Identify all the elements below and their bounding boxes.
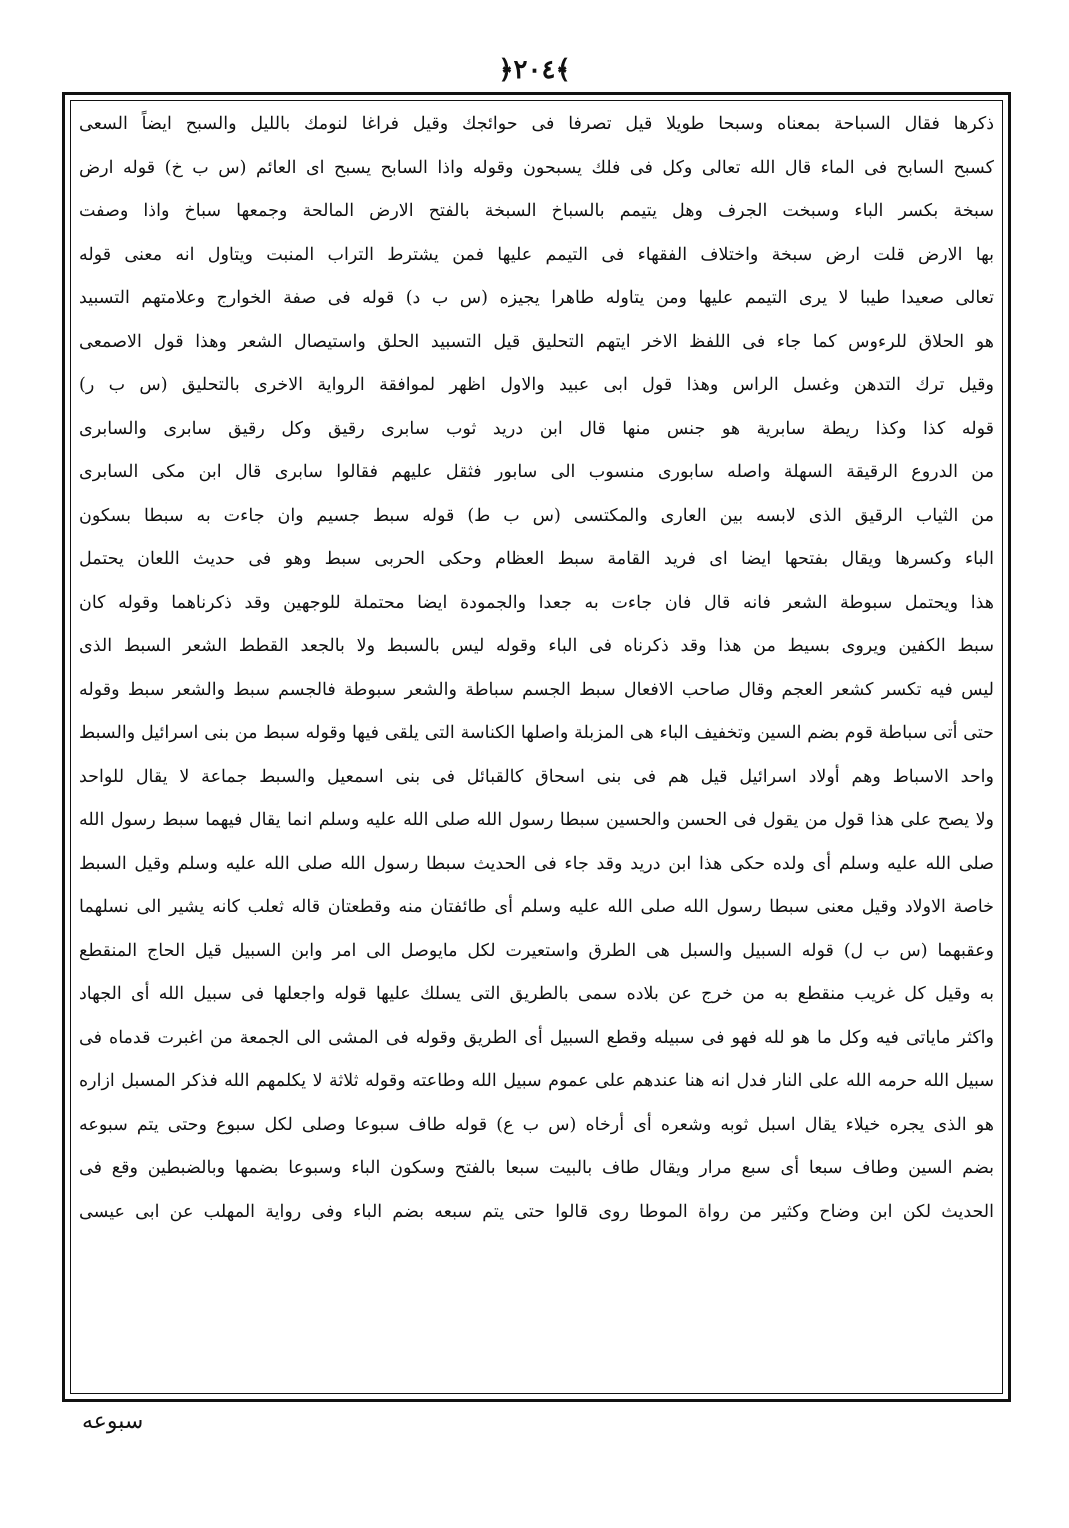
body-text: [79, 103, 994, 1408]
text-line: الباء وكسرها ويقال بفتحها ايضا اى فريد القامة سبط العظام وحكى الحربى سبط وهو فى حديث اللعان يحتمل: [79, 549, 994, 569]
text-line: واحد الاسباط وهم أولاد اسرائيل قيل هم فى بنى اسحاق كالقبائل فى بنى اسمعيل والسبط جماعة لا يقال للواحد: [79, 766, 994, 787]
text-line: ذكرها فقال السباحة بمعناه وسبحا طويلا قيل تصرفا فى حوائجك وقيل فراغا لنومك بالليل والسبح ايضاً السعى: [79, 114, 994, 134]
text-frame: [62, 92, 1011, 1402]
text-line: واكثر ماياتى فيه وكل ما هو لله فهو فى سبيله وقطع السبيل أى الطريق وقوله فى المشى الى الجمعة من اغبرت قدماه فى: [79, 1027, 994, 1048]
text-line: بها الارض قلت ارض سبخة واختلاف الفقهاء فى التيمم عليها فمن يشترط التراب المنبت ويتاول انه معنى قوله: [79, 244, 994, 265]
text-line: سبيل الله حرمه الله على النار فدل انه هنا عندهم على عموم سبيل الله وطاعته وقوله ثلاثة لا يكلمهم الله فذكر المسبل ازاره: [79, 1071, 994, 1091]
text-line: سبخة بكسر الباء وسبخت الجرف وهل يتيمم بالسباخ السبخة بالفتح الارض المالحة وجمعها سباخ واذا وصفت: [79, 201, 994, 221]
text-line: ليس فيه تكسر كشعر العجم وقال صاحب الافعال سبط الجسم سباطة والشعر سبوطة فالجسم سبط والشعر سبط وقوله: [79, 679, 994, 700]
text-line: قوله كذا وكذا ريطة سابرية هو جنس منها قال ابن دريد ثوب سابرى رقيق وكل رقيق سابرى والسابرى: [79, 418, 994, 439]
text-line: هو الحلاق للرءوس كما جاء فى اللفظ الاخر ايتهم التحليق قيل التسبيد الحلق واستيصال الشعر وهذا قول الاصمعى: [79, 331, 994, 352]
text-line: به وقيل كل غريب منقطع به من خرج عن بلاده سمى بالطريق التى يسلك عليها قوله واجعلها فى سبيل الله أى الجهاد: [79, 984, 994, 1004]
text-line: وقيل ترك التدهن وغسل الراس وهذا قول ابى عبيد والاول اظهر لموافقة الرواية الاخرى بالتحليق (س ب ر): [79, 375, 994, 395]
catchword: سبوعه: [82, 1409, 144, 1434]
text-line: بضم السين وطاف سبعا أى سبع مرار ويقال طاف بالبيت سبعا بالفتح وسكون الباء وسبوعا بضمها وبالضبطين وقع فى: [79, 1158, 994, 1178]
text-line: حتى أتى سباطة قوم بضم السين وتخفيف الباء هى المزبلة واصلها الكناسة التى يلقى فيها وقوله سبط من بنى اسرائيل والسبط: [79, 723, 994, 743]
text-line: خاصة الاولاد وقيل معنى سبطا رسول الله صلى الله عليه وسلم أى طائفتان منه وقطعتان قاله ثعلب كانه يشير الى نسلهما: [79, 897, 994, 917]
text-line: هذا ويحتمل سبوطة الشعر فانه قال فان جاءت به جعدا والجمودة ايضا محتملة للوجهين وقد ذكرناهما وقوله كان: [79, 592, 994, 613]
text-line: [79, 1321, 994, 1365]
text-line: كسبح السابح فى الماء قال الله تعالى وكل فى فلك يسبحون وقوله واذا السابح يسبح اى العائم (س ب خ) قوله ارض: [79, 157, 994, 178]
text-line: ولا يصح على هذا قول من يقول فى الحسن والحسين سبطا رسول الله صلى الله عليه وسلم انما يقال فيهما سبط رسول الله: [79, 810, 994, 830]
text-line: [79, 1365, 994, 1409]
text-line: سبط الكفين ويروى بسيط من هذا وقد ذكرناه فى الباء وقوله ليس بالسبط ولا بالجعد القطط الشعر السبط الذى: [79, 636, 994, 656]
text-line: من الثياب الرقيق الذى لابسه بين العارى والمكتسى (س ب ط) قوله سبط جسيم وان جاءت به سبطا بسكون: [79, 505, 994, 526]
text-line: صلى الله عليه وسلم أى ولده حكى هذا ابن دريد وقد جاء فى الحديث سبطا رسول الله صلى الله عليه وسلم وقيل السبط: [79, 853, 994, 874]
text-line: تعالى صعيدا طيبا لا يرى التيمم عليها ومن يتاوله طاهرا يجيزه (س ب د) قوله فى صفة الخوارج وعلامتهم التسبيد: [79, 288, 994, 308]
text-line: [79, 1278, 994, 1322]
text-line: الحديث لكن ابن وضاح وكثير من رواة الموطا روى قالوا حتى يتم سبعه بضم الباء وفى رواية المهلب عن ابى عيسى: [79, 1201, 994, 1222]
text-line: هو الذى يجره خيلاء يقال اسبل ثوبه وشعره أى أرخاه (س ب ع) قوله طاف سبوعا وصلى لكل سبوع وحتى يتم سبوعه: [79, 1114, 994, 1135]
page-number: ﴿٢٠٤﴾: [498, 55, 571, 85]
text-line: وعقبهما (س ب ل) قوله السبيل والسبل هى الطرق واستعيرت لكل مايوصل الى امر وابن السبيل قيل الحاج المنقطع: [79, 940, 994, 961]
text-line: من الدروع الرقيقة السهلة واصله سابورى منسوب الى سابور فثقل عليهم فقالوا سابرى قال ابن مكى السابرى: [79, 462, 994, 482]
text-line: [79, 1234, 994, 1278]
